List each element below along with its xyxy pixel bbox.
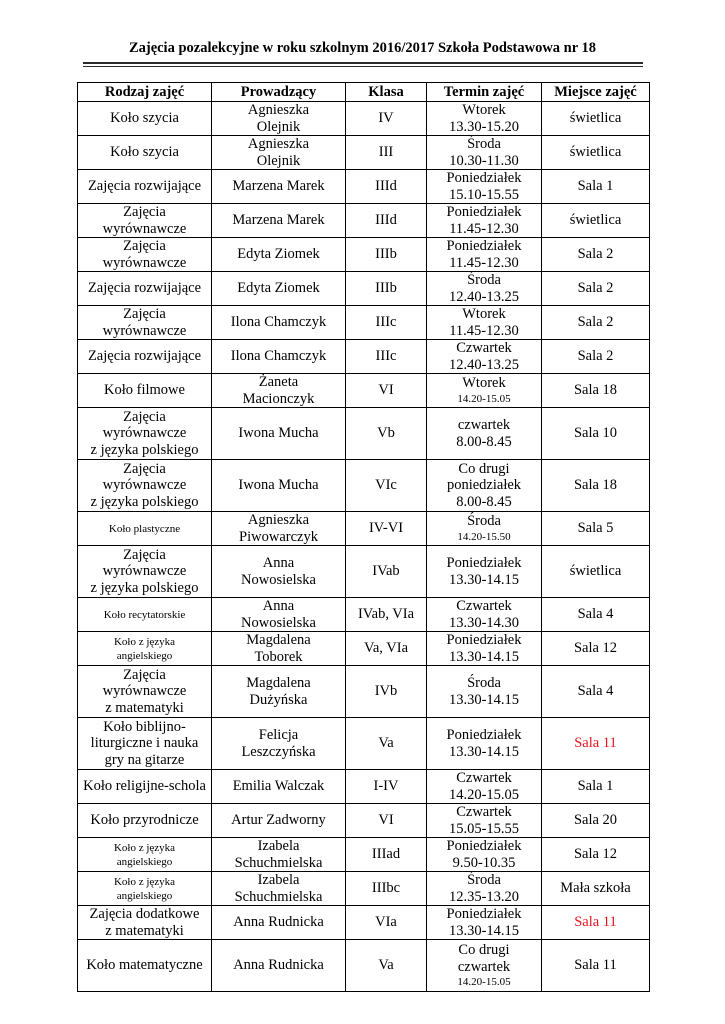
cell-miejsce: Sala 11 xyxy=(542,940,650,992)
cell-termin-line: Poniedziałek xyxy=(446,632,522,649)
cell-prowadzacy-line: Izabela xyxy=(257,872,300,889)
cell-termin-line: Środa xyxy=(467,136,501,153)
table-row xyxy=(78,546,650,598)
cell-termin-line: Co drugi xyxy=(458,460,510,477)
cell-prowadzacy-line: Anna xyxy=(262,555,295,572)
cell-termin-line: Poniedziałek xyxy=(446,204,522,221)
cell-prowadzacy xyxy=(212,770,346,804)
table-row xyxy=(78,460,650,512)
cell-miejsce: świetlica xyxy=(542,546,650,598)
cell-rodzaj-line: wyrównawcze xyxy=(102,220,187,237)
table-row xyxy=(78,102,650,136)
table-row xyxy=(78,666,650,718)
cell-termin-line: 15.10-15.55 xyxy=(448,186,520,203)
cell-prowadzacy-line: Piwowarczyk xyxy=(239,528,318,545)
cell-prowadzacy xyxy=(212,940,346,992)
cell-rodzaj-line: gry na gitarze xyxy=(104,751,185,768)
cell-miejsce: Sala 10 xyxy=(542,408,650,460)
cell-rodzaj xyxy=(78,340,212,374)
title-rule-thick xyxy=(83,62,643,64)
table-row xyxy=(78,838,650,872)
cell-rodzaj xyxy=(78,460,212,512)
cell-prowadzacy-line: Magdalena xyxy=(246,675,311,692)
cell-termin xyxy=(427,102,542,136)
cell-prowadzacy xyxy=(212,272,346,306)
cell-prowadzacy xyxy=(212,718,346,770)
cell-termin-line: Środa xyxy=(467,272,501,289)
cell-rodzaj xyxy=(78,408,212,460)
cell-termin-line: 11.45-12.30 xyxy=(449,322,519,339)
cell-rodzaj xyxy=(78,632,212,666)
cell-rodzaj-line: Koło biblijno- xyxy=(103,718,186,735)
table-row xyxy=(78,204,650,238)
cell-prowadzacy xyxy=(212,872,346,906)
table-row xyxy=(78,170,650,204)
cell-termin-line: Wtorek xyxy=(462,306,506,323)
cell-prowadzacy-line: Marzena Marek xyxy=(232,178,325,195)
cell-rodzaj xyxy=(78,170,212,204)
cell-termin xyxy=(427,460,542,512)
cell-rodzaj-line: wyrównawcze xyxy=(102,683,187,700)
cell-termin-line: Wtorek xyxy=(462,102,506,119)
cell-miejsce: świetlica xyxy=(542,136,650,170)
cell-klasa: IIIad xyxy=(346,838,427,872)
header-prowadzacy: Prowadzący xyxy=(212,83,346,102)
cell-miejsce: świetlica xyxy=(542,102,650,136)
header-rodzaj: Rodzaj zajęć xyxy=(78,83,212,102)
cell-prowadzacy-line: Magdalena xyxy=(246,632,311,649)
cell-rodzaj-line: angielskiego xyxy=(116,889,173,902)
cell-miejsce: Sala 5 xyxy=(542,512,650,546)
cell-rodzaj-line: liturgiczne i nauka xyxy=(90,735,199,752)
cell-miejsce: Sala 2 xyxy=(542,306,650,340)
cell-klasa: IV-VI xyxy=(346,512,427,546)
cell-rodzaj xyxy=(78,770,212,804)
cell-klasa: Vb xyxy=(346,408,427,460)
cell-prowadzacy xyxy=(212,170,346,204)
cell-prowadzacy xyxy=(212,838,346,872)
table-row xyxy=(78,598,650,632)
cell-prowadzacy xyxy=(212,598,346,632)
cell-prowadzacy xyxy=(212,238,346,272)
cell-termin xyxy=(427,804,542,838)
cell-klasa: IV xyxy=(346,102,427,136)
cell-klasa: VIc xyxy=(346,460,427,512)
cell-rodzaj-line: Koło z języka xyxy=(113,635,176,648)
cell-prowadzacy-line: Schuchmielska xyxy=(234,854,323,871)
cell-termin-line: Czwartek xyxy=(456,770,512,787)
cell-prowadzacy-line: Iwona Mucha xyxy=(238,477,319,494)
cell-miejsce: Sala 2 xyxy=(542,340,650,374)
table-row xyxy=(78,512,650,546)
cell-rodzaj xyxy=(78,136,212,170)
cell-termin-line: 12.35-13.20 xyxy=(448,888,520,905)
cell-miejsce: Sala 4 xyxy=(542,598,650,632)
cell-prowadzacy-line: Macionczyk xyxy=(242,390,315,407)
cell-rodzaj-line: Koło z języka xyxy=(113,875,176,888)
cell-termin xyxy=(427,408,542,460)
cell-termin xyxy=(427,238,542,272)
cell-termin-line: 13.30-14.30 xyxy=(448,614,520,631)
cell-termin-line: 14.20-15.05 xyxy=(457,392,511,405)
cell-prowadzacy-line: Emilia Walczak xyxy=(232,778,325,795)
cell-prowadzacy xyxy=(212,460,346,512)
cell-termin-line: 14.20-15.05 xyxy=(457,975,511,988)
cell-klasa: III xyxy=(346,136,427,170)
cell-termin-line: Poniedziałek xyxy=(446,238,522,255)
cell-rodzaj xyxy=(78,718,212,770)
cell-klasa: IIId xyxy=(346,170,427,204)
cell-rodzaj xyxy=(78,512,212,546)
table-row xyxy=(78,374,650,408)
cell-termin-line: czwartek xyxy=(457,958,511,975)
cell-rodzaj-line: Koło przyrodnicze xyxy=(90,812,199,829)
cell-rodzaj xyxy=(78,204,212,238)
cell-prowadzacy-line: Ilona Chamczyk xyxy=(230,348,327,365)
cell-rodzaj xyxy=(78,598,212,632)
cell-miejsce: Sala 12 xyxy=(542,632,650,666)
cell-klasa: IIIbc xyxy=(346,872,427,906)
table-row xyxy=(78,632,650,666)
cell-rodzaj-line: Zajęcia xyxy=(123,666,166,683)
cell-rodzaj-line: Zajęcia dodatkowe xyxy=(89,906,200,923)
cell-prowadzacy-line: Leszczyńska xyxy=(241,743,316,760)
cell-termin-line: Poniedziałek xyxy=(446,906,522,923)
cell-termin-line: Czwartek xyxy=(456,598,512,615)
cell-prowadzacy-line: Marzena Marek xyxy=(232,212,325,229)
cell-termin xyxy=(427,770,542,804)
cell-prowadzacy xyxy=(212,374,346,408)
title-rule-thin xyxy=(83,66,643,67)
cell-termin-line: Środa xyxy=(467,675,501,692)
table-row xyxy=(78,306,650,340)
cell-prowadzacy xyxy=(212,340,346,374)
cell-prowadzacy-line: Anna Rudnicka xyxy=(233,957,324,974)
schedule-table xyxy=(77,82,650,992)
cell-rodzaj-line: Zajęcia rozwijające xyxy=(87,280,202,297)
cell-rodzaj-line: Koło szycia xyxy=(110,110,179,127)
cell-termin-line: 10.30-11.30 xyxy=(449,152,519,169)
table-row xyxy=(78,718,650,770)
cell-prowadzacy xyxy=(212,666,346,718)
cell-termin-line: 14.20-15.50 xyxy=(457,530,511,543)
header-klasa: Klasa xyxy=(346,83,427,102)
cell-termin xyxy=(427,598,542,632)
cell-prowadzacy xyxy=(212,906,346,940)
cell-rodzaj-line: z języka polskiego xyxy=(90,493,199,510)
cell-prowadzacy-line: Agnieszka xyxy=(247,102,310,119)
table-row xyxy=(78,272,650,306)
cell-rodzaj-line: Koło filmowe xyxy=(104,382,185,399)
cell-miejsce: Sala 1 xyxy=(542,770,650,804)
cell-rodzaj xyxy=(78,272,212,306)
cell-prowadzacy xyxy=(212,408,346,460)
cell-rodzaj xyxy=(78,940,212,992)
table-row xyxy=(78,906,650,940)
cell-termin xyxy=(427,136,542,170)
cell-rodzaj xyxy=(78,238,212,272)
cell-termin xyxy=(427,340,542,374)
cell-rodzaj-line: z języka polskiego xyxy=(90,579,199,596)
table-row xyxy=(78,238,650,272)
cell-rodzaj-line: Koło religijne-schola xyxy=(83,778,206,795)
cell-rodzaj xyxy=(78,838,212,872)
cell-prowadzacy-line: Olejnik xyxy=(256,118,301,135)
cell-termin-line: 13.30-15.20 xyxy=(448,118,520,135)
cell-termin-line: 13.30-14.15 xyxy=(448,691,520,708)
cell-klasa: IVab, VIa xyxy=(346,598,427,632)
cell-rodzaj-line: z matematyki xyxy=(105,699,184,716)
cell-termin xyxy=(427,374,542,408)
cell-termin-line: 13.30-14.15 xyxy=(448,922,520,939)
cell-rodzaj-line: Zajęcia xyxy=(123,546,166,563)
cell-termin xyxy=(427,906,542,940)
cell-termin xyxy=(427,872,542,906)
cell-termin-line: 8.00-8.45 xyxy=(456,493,512,510)
cell-termin-line: Czwartek xyxy=(456,804,512,821)
cell-prowadzacy-line: Nowosielska xyxy=(241,614,316,631)
cell-rodzaj-line: Koło recytatorskie xyxy=(103,608,186,621)
cell-miejsce: Sala 18 xyxy=(542,460,650,512)
cell-miejsce: Sala 1 xyxy=(542,170,650,204)
cell-rodzaj-line: wyrównawcze xyxy=(102,254,187,271)
cell-termin xyxy=(427,306,542,340)
cell-rodzaj xyxy=(78,666,212,718)
cell-miejsce: Sala 4 xyxy=(542,666,650,718)
cell-miejsce: Sala 11 xyxy=(542,906,650,940)
cell-klasa: IVb xyxy=(346,666,427,718)
cell-rodzaj-line: Zajęcia xyxy=(123,460,166,477)
page-title: Zajęcia pozalekcyjne w roku szkolnym 2016/2017 Szkoła Podstawowa nr 18 xyxy=(128,40,597,56)
cell-rodzaj-line: wyrównawcze xyxy=(102,563,187,580)
cell-termin-line: 11.45-12.30 xyxy=(449,220,519,237)
cell-klasa: IIId xyxy=(346,204,427,238)
cell-termin-line: Poniedziałek xyxy=(446,838,522,855)
cell-rodzaj xyxy=(78,374,212,408)
cell-termin-line: Środa xyxy=(467,872,501,889)
cell-termin xyxy=(427,666,542,718)
cell-miejsce: Sala 2 xyxy=(542,238,650,272)
cell-rodzaj-line: Zajęcia xyxy=(123,306,166,323)
cell-rodzaj-line: wyrównawcze xyxy=(102,322,187,339)
cell-klasa: IIIc xyxy=(346,306,427,340)
cell-termin-line: 9.50-10.35 xyxy=(452,854,516,871)
cell-prowadzacy xyxy=(212,546,346,598)
cell-termin-line: czwartek xyxy=(457,417,511,434)
cell-termin xyxy=(427,272,542,306)
cell-termin xyxy=(427,204,542,238)
cell-termin xyxy=(427,170,542,204)
table-row xyxy=(78,804,650,838)
cell-miejsce: Sala 12 xyxy=(542,838,650,872)
cell-klasa: IIIc xyxy=(346,340,427,374)
cell-prowadzacy-line: Dużyńska xyxy=(249,691,308,708)
cell-termin-line: 13.30-14.15 xyxy=(448,743,520,760)
cell-rodzaj-line: Zajęcia xyxy=(123,238,166,255)
cell-klasa: I-IV xyxy=(346,770,427,804)
cell-prowadzacy-line: Agnieszka xyxy=(247,136,310,153)
cell-rodzaj-line: angielskiego xyxy=(116,649,173,662)
cell-rodzaj xyxy=(78,102,212,136)
cell-termin-line: 8.00-8.45 xyxy=(456,433,512,450)
cell-prowadzacy-line: Iwona Mucha xyxy=(238,425,319,442)
cell-termin xyxy=(427,940,542,992)
cell-termin-line: 13.30-14.15 xyxy=(448,648,520,665)
cell-termin-line: 15.05-15.55 xyxy=(448,820,520,837)
cell-rodzaj-line: Zajęcia xyxy=(123,408,166,425)
cell-prowadzacy-line: Anna Rudnicka xyxy=(233,914,324,931)
cell-prowadzacy-line: Artur Zadworny xyxy=(231,812,326,829)
header-row xyxy=(78,83,650,102)
cell-rodzaj xyxy=(78,546,212,598)
cell-miejsce: Sala 20 xyxy=(542,804,650,838)
cell-prowadzacy xyxy=(212,632,346,666)
cell-prowadzacy-line: Żaneta xyxy=(258,374,299,391)
cell-termin-line: Środa xyxy=(467,513,501,530)
cell-prowadzacy xyxy=(212,804,346,838)
cell-termin xyxy=(427,512,542,546)
cell-prowadzacy-line: Felicja xyxy=(258,727,299,744)
cell-termin-line: 12.40-13.25 xyxy=(448,356,520,373)
cell-rodzaj-line: z języka polskiego xyxy=(90,441,199,458)
cell-miejsce: świetlica xyxy=(542,204,650,238)
cell-klasa: IIIb xyxy=(346,238,427,272)
cell-termin-line: Co drugi xyxy=(458,942,510,959)
table-row xyxy=(78,408,650,460)
cell-rodzaj xyxy=(78,804,212,838)
cell-rodzaj xyxy=(78,306,212,340)
cell-prowadzacy-line: Edyta Ziomek xyxy=(237,280,320,297)
cell-klasa: IVab xyxy=(346,546,427,598)
cell-rodzaj-line: wyrównawcze xyxy=(102,425,187,442)
cell-klasa: Va, VIa xyxy=(346,632,427,666)
table-row xyxy=(78,872,650,906)
cell-termin-line: 13.30-14.15 xyxy=(448,571,520,588)
cell-prowadzacy-line: Agnieszka xyxy=(247,512,310,529)
cell-rodzaj-line: wyrównawcze xyxy=(102,477,187,494)
header-miejsce: Miejsce zajęć xyxy=(542,83,650,102)
cell-prowadzacy xyxy=(212,512,346,546)
cell-rodzaj-line: z matematyki xyxy=(105,922,184,939)
cell-klasa: VI xyxy=(346,804,427,838)
table-row xyxy=(78,770,650,804)
cell-prowadzacy-line: Olejnik xyxy=(256,152,301,169)
cell-termin xyxy=(427,838,542,872)
cell-rodzaj-line: angielskiego xyxy=(116,855,173,868)
cell-prowadzacy xyxy=(212,204,346,238)
cell-prowadzacy-line: Izabela xyxy=(257,838,300,855)
cell-prowadzacy-line: Nowosielska xyxy=(241,571,316,588)
cell-termin-line: Poniedziałek xyxy=(446,170,522,187)
cell-termin-line: 11.45-12.30 xyxy=(449,254,519,271)
cell-klasa: Va xyxy=(346,718,427,770)
cell-miejsce: Sala 2 xyxy=(542,272,650,306)
cell-termin-line: 12.40-13.25 xyxy=(448,288,520,305)
cell-prowadzacy-line: Toborek xyxy=(254,648,303,665)
cell-termin-line: 14.20-15.05 xyxy=(448,786,520,803)
cell-rodzaj-line: Zajęcia rozwijające xyxy=(87,348,202,365)
cell-prowadzacy xyxy=(212,136,346,170)
table-row xyxy=(78,340,650,374)
table-row xyxy=(78,940,650,992)
cell-prowadzacy-line: Ilona Chamczyk xyxy=(230,314,327,331)
cell-rodzaj-line: Zajęcia rozwijające xyxy=(87,178,202,195)
cell-prowadzacy-line: Anna xyxy=(262,598,295,615)
cell-miejsce: Mała szkoła xyxy=(542,872,650,906)
cell-termin xyxy=(427,718,542,770)
cell-klasa: VI xyxy=(346,374,427,408)
cell-termin-line: Poniedziałek xyxy=(446,727,522,744)
cell-klasa: VIa xyxy=(346,906,427,940)
cell-termin-line: poniedziałek xyxy=(446,477,522,494)
cell-rodzaj-line: Koło z języka xyxy=(113,841,176,854)
cell-termin xyxy=(427,546,542,598)
cell-prowadzacy xyxy=(212,102,346,136)
cell-miejsce: Sala 11 xyxy=(542,718,650,770)
cell-rodzaj xyxy=(78,906,212,940)
header-termin: Termin zajęć xyxy=(427,83,542,102)
cell-klasa: IIIb xyxy=(346,272,427,306)
cell-klasa: Va xyxy=(346,940,427,992)
cell-termin xyxy=(427,632,542,666)
cell-rodzaj-line: Koło szycia xyxy=(110,144,179,161)
cell-termin-line: Czwartek xyxy=(456,340,512,357)
cell-prowadzacy-line: Edyta Ziomek xyxy=(237,246,320,263)
cell-rodzaj-line: Koło plastyczne xyxy=(108,522,181,535)
cell-prowadzacy-line: Schuchmielska xyxy=(234,888,323,905)
cell-termin-line: Wtorek xyxy=(462,375,506,392)
cell-termin-line: Poniedziałek xyxy=(446,555,522,572)
cell-rodzaj-line: Koło matematyczne xyxy=(86,957,203,974)
cell-prowadzacy xyxy=(212,306,346,340)
cell-rodzaj-line: Zajęcia xyxy=(123,204,166,221)
cell-miejsce: Sala 18 xyxy=(542,374,650,408)
table-row xyxy=(78,136,650,170)
cell-rodzaj xyxy=(78,872,212,906)
